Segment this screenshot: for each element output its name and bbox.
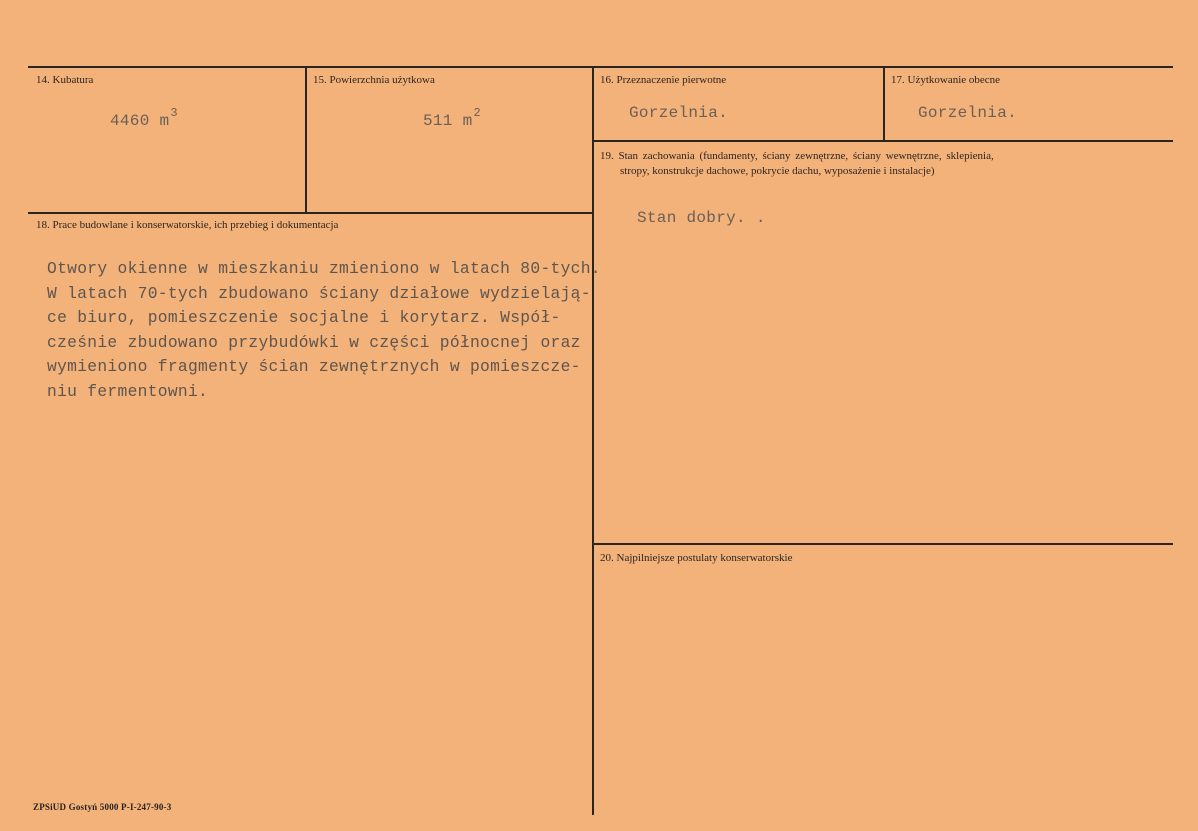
field-19-value: Stan dobry. . <box>637 209 766 227</box>
field-18-line: niu fermentowni. <box>47 381 209 401</box>
divider-14-15 <box>305 67 307 212</box>
top-rule <box>28 66 1173 68</box>
field-18-line: ce biuro, pomieszczenie socjalne i korytarz. Współ- <box>47 308 561 327</box>
rule-above-20 <box>593 543 1173 545</box>
field-19-label-line2: stropy, konstrukcje dachowe, pokrycie dachu, wyposażenie i instalacje) <box>620 165 935 177</box>
field-18-text <box>47 257 601 404</box>
field-20-label: 20. Najpilniejsze postulaty konserwatorskie <box>600 552 793 564</box>
field-18-line: W latach 70-tych zbudowano ściany działowe wydzielają- <box>47 283 591 303</box>
field-15-label: 15. Powierzchnia użytkowa <box>313 74 435 86</box>
field-18-line: cześnie zbudowano przybudówki w części północnej oraz <box>47 332 581 352</box>
field-16-value: Gorzelnia. <box>629 104 729 122</box>
field-17-label: 17. Użytkowanie obecne <box>891 74 1001 86</box>
print-footer: ZPSiUD Gostyń 5000 P-I-247-90-3 <box>33 802 172 812</box>
field-14-exponent: 3 <box>170 106 178 120</box>
field-16-label: 16. Przeznaczenie pierwotne <box>600 74 727 86</box>
field-18-line: wymieniono fragmenty ścian zewnętrznych w pomieszcze- <box>47 357 581 376</box>
divider-main <box>592 67 594 815</box>
rule-above-18 <box>28 212 593 214</box>
field-18-line: Otwory okienne w mieszkaniu zmieniono w latach 80-tych. <box>47 259 601 278</box>
field-19-label-line1: 19. Stan zachowania (fundamenty, ściany zewnętrzne, ściany wewnętrzne, sklepienia, <box>600 150 994 162</box>
divider-16-17 <box>883 67 885 140</box>
field-14-value: 4460 $m^3$ <box>110 106 178 130</box>
field-14-label: 14. Kubatura <box>36 74 94 86</box>
rule-under-16-17 <box>593 140 1173 142</box>
field-15-value: 511 $m^2$ <box>423 106 482 130</box>
field-18-label: 18. Prace budowlane i konserwatorskie, ich przebieg i dokumentacja <box>36 219 339 231</box>
field-17-value: Gorzelnia. <box>918 104 1018 122</box>
field-15-exponent: 2 <box>473 106 482 120</box>
